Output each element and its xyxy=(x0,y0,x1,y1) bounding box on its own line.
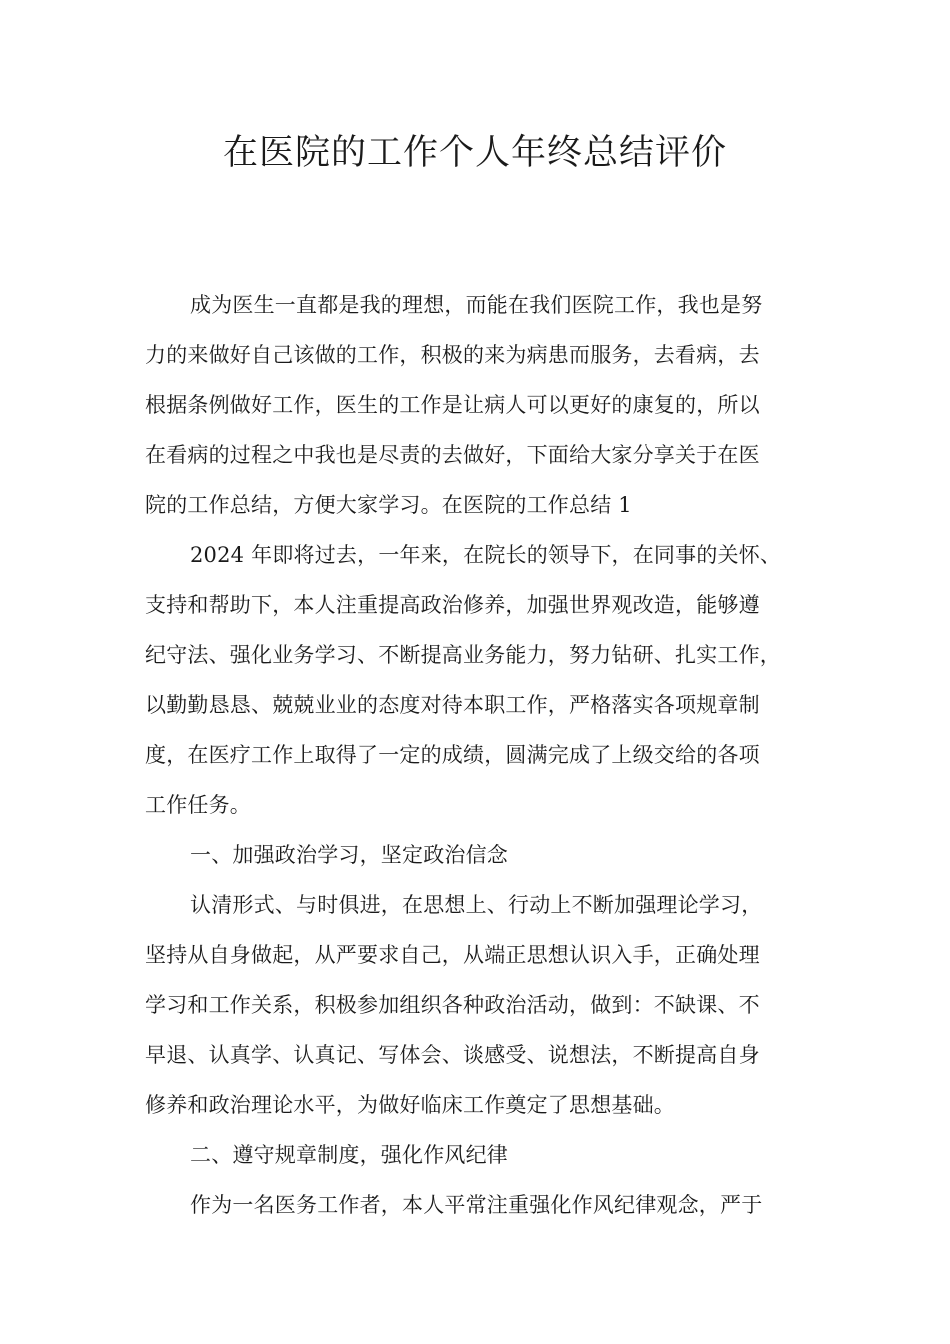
text-line: 支持和帮助下，本人注重提高政治修养，加强世界观改造，能够遵 xyxy=(145,593,760,617)
text-line: 院的工作总结，方便大家学习。在医院的工作总结 1 xyxy=(145,493,632,517)
section-heading: 一、加强政治学习，坚定政治信念 xyxy=(190,843,508,867)
section-heading: 二、遵守规章制度，强化作风纪律 xyxy=(190,1143,508,1167)
text-line: 修养和政治理论水平，为做好临床工作奠定了思想基础。 xyxy=(145,1093,675,1117)
text-line: 纪守法、强化业务学习、不断提高业务能力，努力钻研、扎实工作， xyxy=(145,643,781,667)
text-line: 坚持从自身做起，从严要求自己，从端正思想认识入手，正确处理 xyxy=(145,943,760,967)
text-line: 力的来做好自己该做的工作，积极的来为病患而服务，去看病，去 xyxy=(145,343,760,367)
document-title: 在医院的工作个人年终总结评价 xyxy=(222,133,727,173)
text-line: 成为医生一直都是我的理想，而能在我们医院工作，我也是努 xyxy=(190,293,763,317)
text-line: 作为一名医务工作者，本人平常注重强化作风纪律观念，严于 xyxy=(190,1193,763,1217)
text-line: 2024 年即将过去，一年来，在院长的领导下，在同事的关怀、 xyxy=(190,543,782,567)
text-line: 根据条例做好工作，医生的工作是让病人可以更好的康复的，所以 xyxy=(145,393,760,417)
text-line: 认清形式、与时俱进，在思想上、行动上不断加强理论学习， xyxy=(190,893,763,917)
document-body xyxy=(145,280,825,1230)
text-line: 在看病的过程之中我也是尽责的去做好，下面给大家分享关于在医 xyxy=(145,443,760,467)
text-line: 早退、认真学、认真记、写体会、谈感受、说想法，不断提高自身 xyxy=(145,1043,760,1067)
text-line: 度，在医疗工作上取得了一定的成绩，圆满完成了上级交给的各项 xyxy=(145,743,760,767)
text-line: 工作任务。 xyxy=(145,793,251,817)
text-line: 以勤勤恳恳、兢兢业业的态度对待本职工作，严格落实各项规章制 xyxy=(145,693,760,717)
text-line: 学习和工作关系，积极参加组织各种政治活动，做到：不缺课、不 xyxy=(145,993,760,1017)
